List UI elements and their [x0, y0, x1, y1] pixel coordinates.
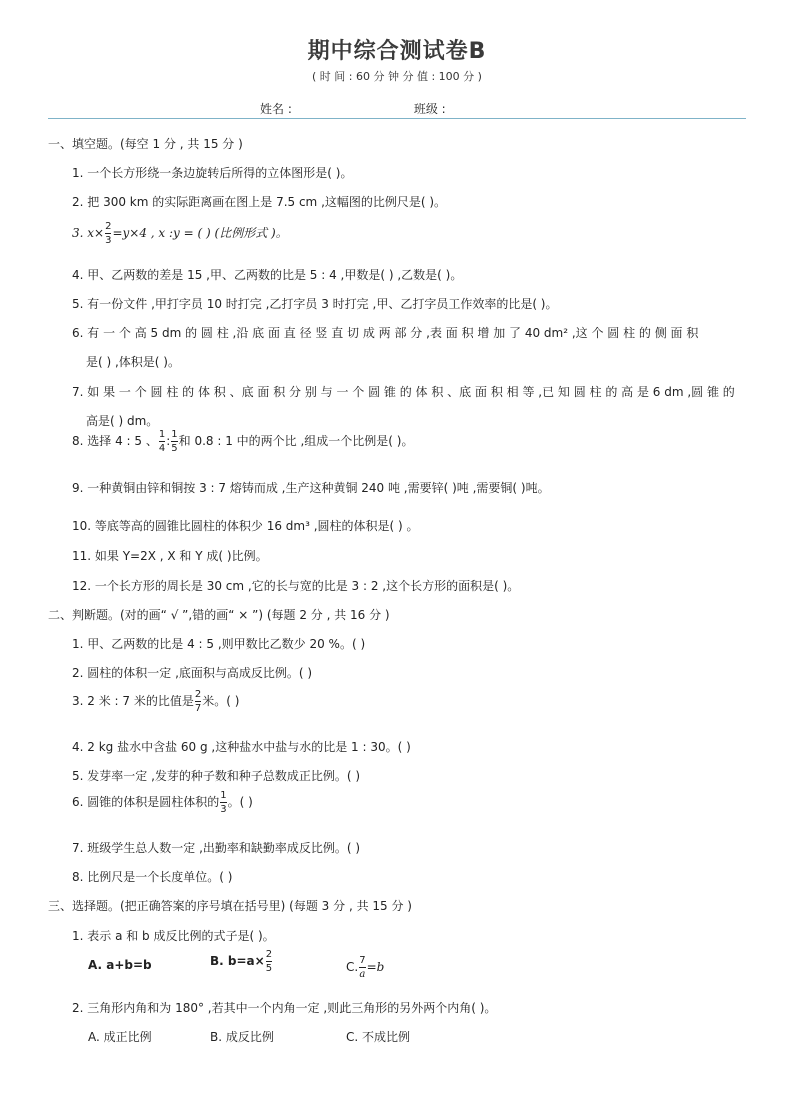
s1-question-12: 12. 一个长方形的周长是 30 cm ,它的长与宽的比是 3 : 2 ,这个长方形的面积是( )。 — [72, 579, 520, 593]
s2-question-1: 1. 甲、乙两数的比是 4 : 5 ,则甲数比乙数少 20 %。( ) — [72, 637, 366, 651]
s3-q1-option-c — [346, 954, 384, 981]
s2-q3-fraction — [195, 688, 201, 715]
s3-question-2: 2. 三角形内角和为 180° ,若其中一个内角一定 ,则此三角形的另外两个内角( )。 — [72, 1001, 497, 1015]
s1-question-5: 5. 有一份文件 ,甲打字员 10 时打完 ,乙打字员 3 时打完 ,甲、乙打字员工作效率的比是( )。 — [72, 297, 558, 311]
fraction-numerator: 2 — [105, 221, 112, 232]
option-c-prefix: C. — [346, 960, 359, 974]
fraction-denominator: 7 — [194, 703, 202, 714]
fraction-denominator: 4 — [158, 443, 166, 454]
s2-question-3 — [72, 688, 239, 715]
s1-question-7-line2: 高是( ) dm。 — [86, 414, 159, 428]
s1-question-3 — [72, 220, 288, 247]
s1-question-2: 2. 把 300 km 的实际距离画在图上是 7.5 cm ,这幅图的比例尺是( )。 — [72, 195, 447, 209]
page-subtitle: ( 时 间 : 60 分 钟 分 值 : 100 分 ) — [312, 70, 482, 83]
section2-heading: 二、判断题。(对的画“ √ ”,错的画“ × ”) (每题 2 分 , 共 16 分 ) — [48, 608, 390, 622]
fraction-numerator: 2 — [265, 949, 273, 960]
fraction-numerator: 1 — [158, 429, 166, 440]
s1-question-1: 1. 一个长方形绕一条边旋转后所得的立体图形是( )。 — [72, 166, 353, 180]
class-label: 班级 : — [413, 102, 446, 116]
name-class-row — [260, 100, 446, 117]
s2-question-7: 7. 班级学生总人数一定 ,出勤率和缺勤率成反比例。( ) — [72, 841, 361, 855]
s3-q2-option-a: A. 成正比例 — [88, 1030, 152, 1044]
s1-question-4: 4. 甲、乙两数的差是 15 ,甲、乙两数的比是 5 : 4 ,甲数是( ) ,乙数是( )。 — [72, 268, 463, 282]
s2-question-8: 8. 比例尺是一个长度单位。( ) — [72, 870, 233, 884]
option-c-suffix: =b — [366, 960, 385, 974]
s1-question-8 — [72, 428, 413, 455]
s1-question-7-line1: 7. 如 果 一 个 圆 柱 的 体 积 、底 面 积 分 别 与 一 个 圆 锥 的 体 积 、底 面 积 相 等 ,已 知 圆 柱 的 高 是 6 dm ,圆 锥 的 — [72, 385, 735, 399]
option-b-prefix: B. b=a× — [210, 954, 265, 968]
fraction-denominator: 3 — [105, 235, 112, 246]
section1-heading: 一、填空题。(每空 1 分 , 共 15 分 ) — [48, 137, 243, 151]
s2-question-4: 4. 2 kg 盐水中含盐 60 g ,这种盐水中盐与水的比是 1 : 30。( ) — [72, 740, 411, 754]
s3-q2-option-c: C. 不成比例 — [346, 1030, 411, 1044]
s1-question-6-line2: 是( ) ,体积是( )。 — [86, 355, 180, 369]
s3-q2-option-b: B. 成反比例 — [210, 1030, 274, 1044]
s2-q6-prefix: 6. 圆锥的体积是圆柱体积的 — [72, 795, 220, 809]
s3-question-1: 1. 表示 a 和 b 成反比例的式子是( )。 — [72, 929, 275, 943]
s2-question-2: 2. 圆柱的体积一定 ,底面积与高成反比例。( ) — [72, 666, 313, 680]
fraction-numerator: 7 — [359, 955, 366, 966]
s3-q1-option-b — [210, 948, 273, 975]
s1-q3-suffix: =y×4 , x :y = ( ) (比例形式 )。 — [112, 226, 288, 240]
s1-q8-colon: : — [166, 434, 171, 448]
s1-q8-fraction-1 — [159, 428, 165, 455]
name-label: 姓名 : — [260, 102, 292, 116]
fraction-denominator: 5 — [265, 963, 273, 974]
s1-question-11: 11. 如果 Y=2X , X 和 Y 成( )比例。 — [72, 549, 268, 563]
fraction-denominator: a — [359, 969, 366, 980]
fraction-denominator: 3 — [220, 804, 227, 815]
s2-question-6 — [72, 789, 253, 816]
s2-q6-suffix: 。( ) — [227, 795, 253, 809]
s1-q8-fraction-2 — [171, 428, 177, 455]
fraction-numerator: 1 — [220, 790, 227, 801]
s1-q8-suffix: 和 0.8 : 1 中的两个比 ,组成一个比例是( )。 — [178, 434, 414, 448]
s1-question-10: 10. 等底等高的圆锥比圆柱的体积少 16 dm³ ,圆柱的体积是( ) 。 — [72, 519, 419, 533]
s1-question-6-line1: 6. 有 一 个 高 5 dm 的 圆 柱 ,沿 底 面 直 径 竖 直 切 成 两 部 分 ,表 面 积 增 加 了 40 dm² ,这 个 圆 柱 的 侧 面 积 — [72, 326, 699, 340]
s1-q8-prefix: 8. 选择 4 : 5 、 — [72, 434, 158, 448]
page-title: 期中综合测试卷B — [307, 39, 487, 64]
s2-q3-suffix: 米。( ) — [202, 694, 240, 708]
s1-q3-prefix: 3. x× — [72, 226, 105, 240]
s1-question-9: 9. 一种黄铜由锌和铜按 3 : 7 熔铸而成 ,生产这种黄铜 240 吨 ,需要锌( )吨 ,需要铜( )吨。 — [72, 481, 550, 495]
fraction-numerator: 1 — [171, 429, 178, 440]
fraction-denominator: 5 — [171, 443, 178, 454]
option-c-fraction — [359, 954, 365, 981]
section3-heading: 三、选择题。(把正确答案的序号填在括号里) (每题 3 分 , 共 15 分 ) — [48, 899, 412, 913]
header-divider — [48, 118, 746, 119]
s2-q3-prefix: 3. 2 米 : 7 米的比值是 — [72, 694, 194, 708]
s2-q6-fraction — [220, 789, 226, 816]
s2-question-5: 5. 发芽率一定 ,发芽的种子数和种子总数成正比例。( ) — [72, 769, 361, 783]
option-b-fraction — [266, 948, 272, 975]
s1-q3-fraction — [105, 220, 111, 247]
fraction-numerator: 2 — [194, 689, 202, 700]
s3-q1-option-a: A. a+b=b — [88, 958, 152, 972]
